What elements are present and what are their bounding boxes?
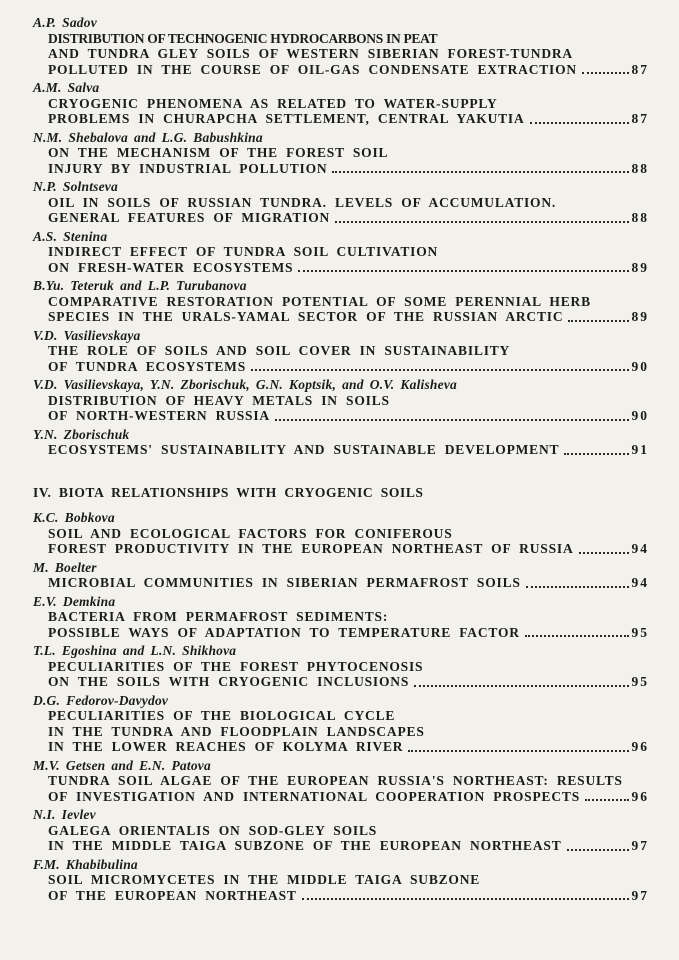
dot-leader <box>568 319 628 322</box>
page-number: 89 <box>631 259 649 275</box>
dot-leader <box>335 220 628 223</box>
entry-title-text: FOREST PRODUCTIVITY IN THE EUROPEAN NORTHEAST OF RUSSIA <box>48 541 574 556</box>
entry-title-text: POLLUTED IN THE COURSE OF OIL-GAS CONDENSATE EXTRACTION <box>48 61 577 77</box>
entry-title-line: GALEGA ORIENTALIS ON SOD-GLEY SOILS <box>48 822 378 838</box>
entry-title-text: IN THE MIDDLE TAIGA SUBZONE OF THE EUROPEAN NORTHEAST <box>48 838 562 853</box>
entry-title-line-last <box>33 888 649 904</box>
entry-authors: T.L. Egoshina and L.N. Shikhova <box>33 643 237 658</box>
entry-title-line: THE ROLE OF SOILS AND SOIL COVER IN SUSTAINABILITY <box>48 343 511 358</box>
toc-entry <box>33 510 649 557</box>
page-number: 88 <box>631 210 649 225</box>
toc-entry <box>33 278 649 325</box>
entry-authors: D.G. Fedorov-Davydov <box>33 692 169 708</box>
entry-title-text: POSSIBLE WAYS OF ADAPTATION TO TEMPERATURE FACTOR <box>48 624 520 640</box>
page-number: 90 <box>631 358 649 374</box>
dot-leader <box>585 798 629 801</box>
entry-title-line-last <box>33 789 649 805</box>
toc-entry <box>33 80 649 127</box>
page-number: 95 <box>631 624 649 640</box>
page-number: 89 <box>631 309 649 324</box>
toc-entry <box>33 377 649 424</box>
entry-title-text: OF THE EUROPEAN NORTHEAST <box>48 887 297 903</box>
toc-entry <box>33 807 649 854</box>
entry-title-text: INJURY BY INDUSTRIAL POLLUTION <box>48 160 328 176</box>
entry-title-text: PROBLEMS IN CHURAPCHA SETTLEMENT, CENTRAL YAKUTIA <box>48 111 525 126</box>
dot-leader <box>530 121 629 124</box>
entry-title-line-last <box>33 575 649 591</box>
section-heading: IV. BIOTA RELATIONSHIPS WITH CRYOGENIC SOILS <box>33 484 424 500</box>
entry-authors: A.P. Sadov <box>33 15 97 30</box>
toc-entry <box>33 594 649 641</box>
entry-authors: M.V. Getsen and E.N. Patova <box>33 757 211 773</box>
entry-title-line: OIL IN SOILS OF RUSSIAN TUNDRA. LEVELS OF ACCUMULATION. <box>48 194 557 210</box>
entry-title-line: PECULIARITIES OF THE BIOLOGICAL CYCLE <box>48 708 396 723</box>
entry-title-text: ON THE SOILS WITH CRYOGENIC INCLUSIONS <box>48 674 410 689</box>
page-number: 95 <box>631 674 649 689</box>
toc-list <box>33 15 649 906</box>
entry-title-text: OF INVESTIGATION AND INTERNATIONAL COOPERATION PROSPECTS <box>48 788 580 804</box>
entry-authors: A.S. Stenina <box>33 228 108 244</box>
entry-title-line: PECULIARITIES OF THE FOREST PHYTOCENOSIS <box>48 658 424 674</box>
entry-title-line-last <box>33 739 649 755</box>
entry-title-line: ON THE MECHANISM OF THE FOREST SOIL <box>48 145 389 160</box>
entry-title-line: SOIL AND ECOLOGICAL FACTORS FOR CONIFEROUS <box>48 525 453 541</box>
dot-leader <box>525 634 629 637</box>
entry-title-line: IN THE TUNDRA AND FLOODPLAIN LANDSCAPES <box>48 723 425 739</box>
entry-title-text: MICROBIAL COMMUNITIES IN SIBERIAN PERMAFROST SOILS <box>48 575 521 590</box>
dot-leader <box>567 848 629 851</box>
entry-title-line-last <box>33 541 649 557</box>
toc-entry <box>33 130 649 177</box>
entry-title-text: SPECIES IN THE URALS-YAMAL SECTOR OF THE RUSSIAN ARCTIC <box>48 309 564 324</box>
page-number: 94 <box>631 575 649 590</box>
entry-title-text: OF TUNDRA ECOSYSTEMS <box>48 358 247 374</box>
dot-leader <box>564 452 628 455</box>
entry-authors: N.I. Ievlev <box>33 807 96 822</box>
entry-authors: V.D. Vasilievskaya, Y.N. Zborischuk, G.N. Koptsik, and O.V. Kalisheva <box>33 377 457 392</box>
entry-title-line-last <box>33 62 649 78</box>
dot-leader <box>302 897 629 900</box>
entry-title-line: COMPARATIVE RESTORATION POTENTIAL OF SOME PERENNIAL HERB <box>48 293 591 309</box>
entry-title-line: DISTRIBUTION OF HEAVY METALS IN SOILS <box>48 392 390 408</box>
dot-leader <box>526 585 629 588</box>
entry-title-line-last <box>33 408 649 424</box>
dot-leader <box>251 368 628 371</box>
dot-leader <box>332 170 628 173</box>
entry-title-text: OF NORTH-WESTERN RUSSIA <box>48 408 270 423</box>
page-number: 97 <box>631 838 649 853</box>
entry-title-line: BACTERIA FROM PERMAFROST SEDIMENTS: <box>48 609 389 624</box>
dot-leader <box>579 551 629 554</box>
page-number: 96 <box>631 788 649 804</box>
entry-title-line-last <box>33 161 649 177</box>
toc-entry <box>33 427 649 458</box>
entry-title-line: DISTRIBUTION OF TECHNOGENIC HYDROCARBONS IN PEAT <box>48 30 438 46</box>
entry-authors: A.M. Salva <box>33 80 100 95</box>
entry-title-line: AND TUNDRA GLEY SOILS OF WESTERN SIBERIAN FOREST-TUNDRA <box>48 46 573 61</box>
entry-authors: V.D. Vasilievskaya <box>33 327 141 343</box>
toc-entry <box>33 229 649 276</box>
entry-title-line-last <box>33 309 649 325</box>
entry-authors: N.M. Shebalova and L.G. Babushkina <box>33 129 263 145</box>
toc-entry <box>33 560 649 591</box>
entry-authors: N.P. Solntseva <box>33 179 118 194</box>
dot-leader <box>582 71 629 74</box>
entry-authors: K.C. Bobkova <box>33 510 115 525</box>
entry-title-line-last <box>33 260 649 276</box>
page-number: 97 <box>631 887 649 903</box>
page-number: 91 <box>631 442 649 457</box>
entry-title-line: INDIRECT EFFECT OF TUNDRA SOIL CULTIVATION <box>48 244 439 259</box>
dot-leader <box>275 418 629 421</box>
entry-title-line: CRYOGENIC PHENOMENA AS RELATED TO WATER-SUPPLY <box>48 95 498 111</box>
entry-title-text: ON FRESH-WATER ECOSYSTEMS <box>48 259 294 275</box>
dot-leader <box>408 749 628 752</box>
entry-title-text: GENERAL FEATURES OF MIGRATION <box>48 210 331 225</box>
entry-title-text: ECOSYSTEMS' SUSTAINABILITY AND SUSTAINABLE DEVELOPMENT <box>48 442 560 457</box>
page-number: 87 <box>631 61 649 77</box>
dot-leader <box>414 684 628 687</box>
entry-title-line-last <box>33 625 649 641</box>
entry-title-line: TUNDRA SOIL ALGAE OF THE EUROPEAN RUSSIA'S NORTHEAST: RESULTS <box>48 773 623 788</box>
toc-entry <box>33 758 649 805</box>
entry-title-line-last <box>33 359 649 375</box>
entry-title-line-last <box>33 210 649 226</box>
entry-authors: F.M. Khabibulina <box>33 856 138 872</box>
page-number: 94 <box>631 541 649 556</box>
toc-entry <box>33 857 649 904</box>
page-number: 90 <box>631 408 649 423</box>
toc-entry <box>33 693 649 755</box>
entry-title-line-last <box>33 674 649 690</box>
dot-leader <box>298 269 628 272</box>
toc-entry <box>33 643 649 690</box>
entry-title-line: SOIL MICROMYCETES IN THE MIDDLE TAIGA SUBZONE <box>48 872 481 887</box>
toc-entry <box>33 179 649 226</box>
entry-authors: Y.N. Zborischuk <box>33 426 130 442</box>
page-number: 88 <box>631 160 649 176</box>
toc-entry <box>33 328 649 375</box>
entry-title-line-last <box>33 111 649 127</box>
entry-title-line-last <box>33 442 649 458</box>
toc-entry <box>33 15 649 77</box>
entry-authors: M. Boelter <box>33 559 97 575</box>
page-number: 96 <box>631 739 649 754</box>
entry-authors: B.Yu. Teteruk and L.P. Turubanova <box>33 278 247 293</box>
entry-authors: E.V. Demkina <box>33 593 116 609</box>
entry-title-text: IN THE LOWER REACHES OF KOLYMA RIVER <box>48 739 404 754</box>
entry-title-line-last <box>33 838 649 854</box>
page-number: 87 <box>631 111 649 126</box>
